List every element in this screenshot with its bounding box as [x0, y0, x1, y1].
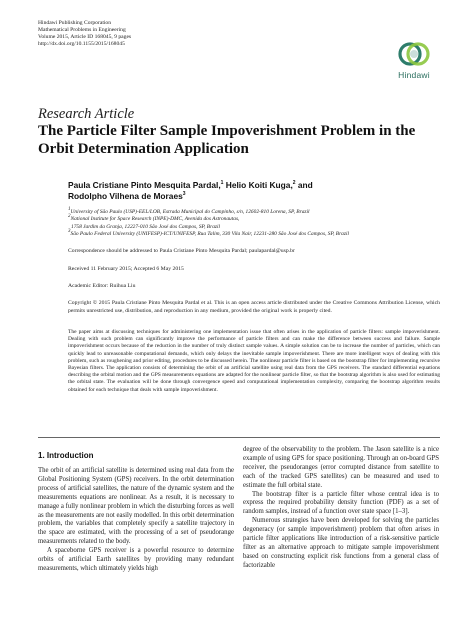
correspondence-note: Correspondence should be addressed to Paula Cristiane Pinto Mesquita Pardal; paulapardal@usp.br [68, 248, 295, 254]
affiliation-marker: 1 [68, 207, 71, 213]
affiliation-text: University of São Paulo (USP)-EEL/LOB, Estrada Municipal do Campinho, s/n, 12602-810 Lorena, SP, Brazil [70, 209, 310, 215]
doi-link[interactable]: http://dx.doi.org/10.1155/2015/168045 [38, 41, 125, 47]
paragraph: A spaceborne GPS receiver is a powerful resource to determine orbits of artificial Earth satellites by providing many redundant measurements, which ultimately yields high [38, 547, 234, 572]
author-list [68, 180, 408, 202]
academic-editor: Academic Editor: Ruihua Liu [68, 283, 136, 289]
paragraph: The orbit of an artificial satellite is determined using real data from the Global Positioning System (GPS) receivers. In the orbit determination process of artificial satellites, the nature of the dynamic system and the measurements equations are nonlinear. As a result, it is necessary to manage a fully nonlinear problem in which the disturbing forces as well as the measurements are not easily modelled. In this orbit determination problem, the variables that completely specify a satellite trajectory in the space are estimated, with the processing of a set of pseudorange measurements related to the body. [38, 467, 234, 546]
journal-name: Mathematical Problems in Engineering [38, 27, 126, 33]
affiliation-text: National Institute for Space Research (INPE)-DMC, Avenida dos Astronautas, [70, 216, 240, 223]
paragraph: Numerous strategies have been developed for solving the particles degeneracy (or sample impoverishment) problem that often arises in particle filter applications like introduction of a risk-sensitive particle filter as an alternative approach to mitigate sample impoverishment based on constructing explicit risk functions from a general class of factorizable [243, 517, 439, 569]
hindawi-rings-icon [397, 38, 431, 70]
article-type: Research Article [38, 106, 135, 122]
abstract: The paper aims at discussing techniques for administering one implementation issue that often arises in the application of particle filters: sample impoverishment. Dealing with such problem can significantly improve the performance of particle filters and can make the difference between success and failure. Sample impoverishment occurs because of the reduction in the number of truly distinct sample values. A simple solution can be to increase the number of particles, which can quickly lead to unreasonable computational demands, which only delays the inevitable sample impoverishment. There are more intelligent ways of dealing with this problem, such as roughening and prior editing, procedures to be discussed herein. The nonlinear particle filter is based on the bootstrap filter for implementing recursive Bayesian filters. The application consists of determining the orbit of an artificial satellite using real data from the GPS receivers. The standard differential equations describing the orbital motion and the GPS measurements equations are adapted for the nonlinear particle filter, so that the bootstrap algorithm is also used for estimating the orbital state. The evaluation will be done through convergence speed and computational implementation complexity, comparing the bootstrap algorithm results obtained for each technique that deals with sample impoverishment. [68, 329, 440, 393]
body-column-left [38, 467, 234, 574]
affiliation-text: 1758 Jardim da Granja, 12227-010 São José dos Campos, SP, Brazil [71, 223, 220, 230]
author-2[interactable]: Helio Koiti Kuga, [223, 180, 293, 190]
divider-line [38, 437, 440, 438]
section-heading: 1. Introduction [38, 451, 94, 460]
affiliation-text: São Paulo Federal University (UNIFESP)-ICT/UNIFESP, Rua Talim, 330 Vila Nair, 12231-280 São José dos Campos, SP, Brazil [70, 230, 349, 237]
affiliations [68, 209, 438, 238]
article-title: The Particle Filter Sample Impoverishment Problem in the Orbit Determination Application [38, 123, 416, 157]
affiliation-marker: 2 [68, 214, 71, 220]
author-3[interactable]: Rodolpho Vilhena de Moraes [68, 191, 183, 201]
author-conjunction: and [295, 180, 313, 190]
paragraph: The bootstrap filter is a particle filter whose central idea is to express the required probability density function (PDF) as a set of random samples, instead of a function over state space [1–3]. [243, 490, 439, 516]
paragraph: degree of the observability to the problem. The Jason satellite is a nice example of using GPS for space positioning. Through an on-board GPS receiver, the pseudoranges (error corrupted distance from satellite to each of the tracked GPS satellites) can be measured and used to estimate the full orbital state. [243, 446, 439, 489]
hindawi-logo-text: Hindawi [398, 70, 430, 80]
affiliation-marker: 3 [68, 229, 71, 235]
volume-info: Volume 2015, Article ID 168045, 9 pages [38, 34, 132, 40]
affiliation-line [68, 231, 438, 238]
journal-header [38, 20, 131, 48]
author-1[interactable]: Paula Cristiane Pinto Mesquita Pardal, [68, 180, 221, 190]
hindawi-logo [389, 38, 439, 84]
publisher-name: Hindawi Publishing Corporation [38, 20, 112, 26]
received-accepted-dates: Received 11 February 2015; Accepted 6 May 2015 [68, 266, 184, 272]
copyright-notice: Copyright © 2015 Paula Cristiane Pinto Mesquita Pardal et al. This is an open access article distributed under the Creative Commons Attribution License, which permits unrestricted use, distribution, and reproduction in any medium, provided the original work is properly cited. [68, 300, 440, 314]
author-3-affil: 3 [182, 191, 186, 198]
affiliation-line [68, 216, 438, 223]
author-1-affil: 1 [220, 180, 224, 187]
body-column-right [243, 446, 439, 571]
affiliation-line [68, 224, 438, 231]
author-2-affil: 2 [292, 180, 296, 187]
